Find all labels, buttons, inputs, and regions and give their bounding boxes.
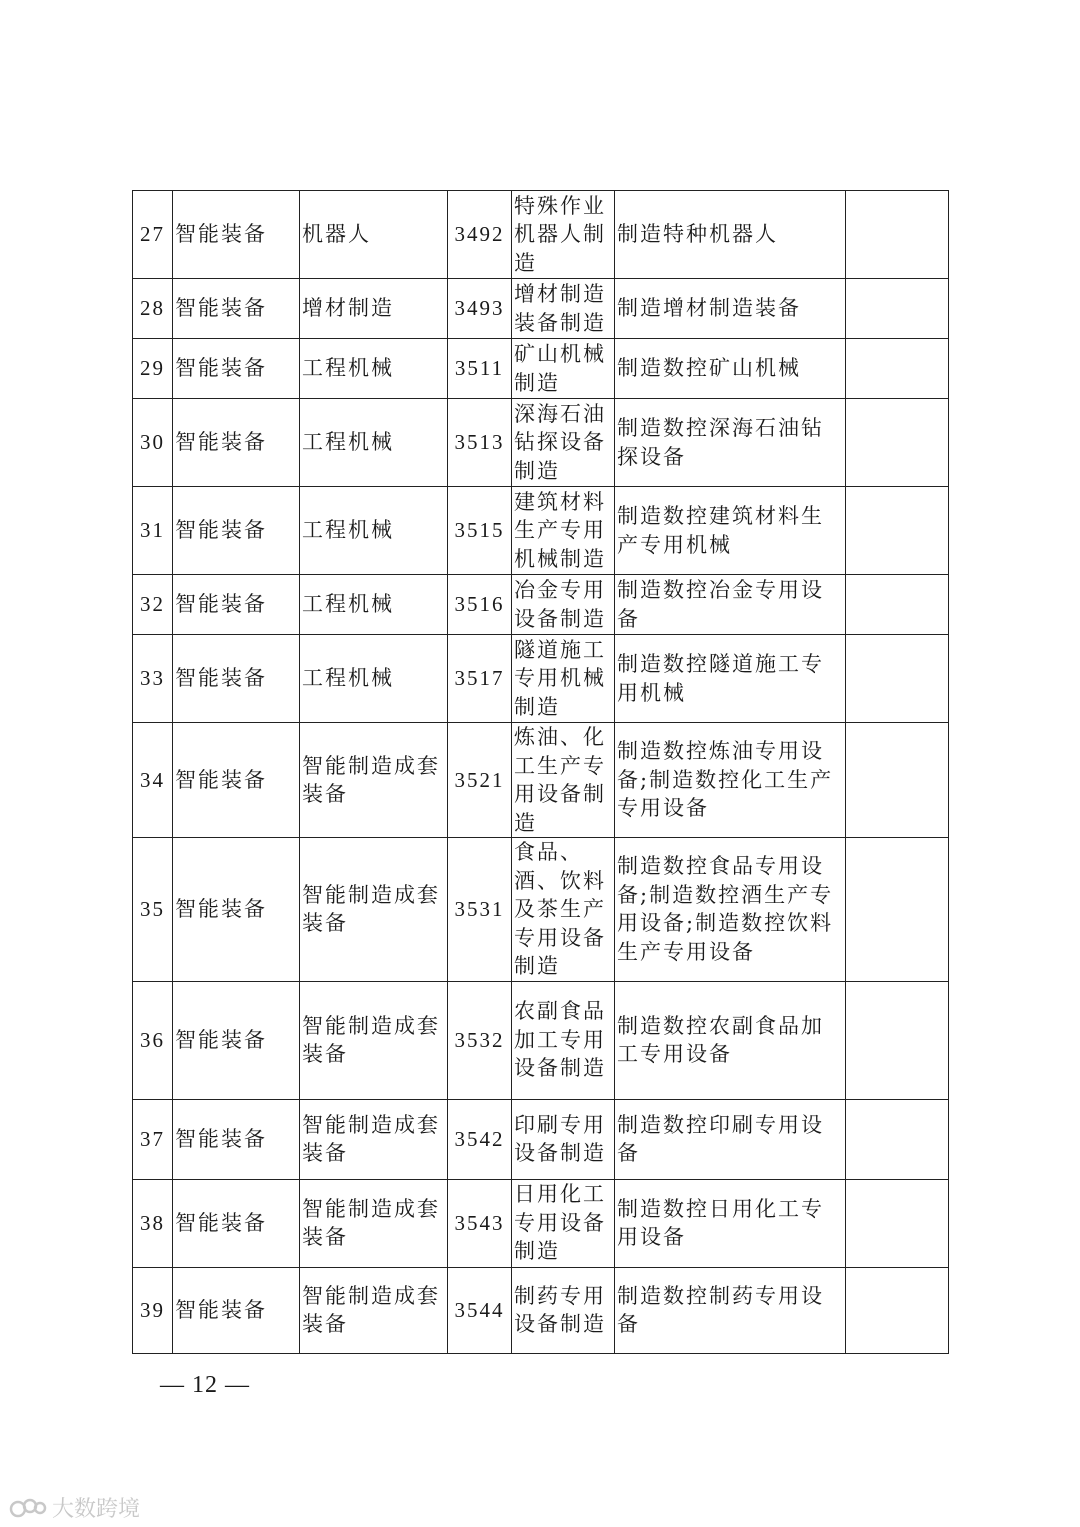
subfield-cell: 智能制造成套装备: [300, 981, 448, 1099]
row-number: 29: [133, 339, 173, 399]
row-number: 33: [133, 635, 173, 723]
subfield-cell: 工程机械: [300, 635, 448, 723]
row-number: 37: [133, 1099, 173, 1179]
row-number: 38: [133, 1179, 173, 1267]
field-cell: 智能装备: [173, 723, 300, 838]
field-cell: 智能装备: [173, 399, 300, 487]
description-cell: 制造特种机器人: [615, 191, 846, 279]
classification-cell: 炼油、化工生产专用设备制造: [512, 723, 615, 838]
note-cell: [846, 487, 949, 575]
classification-cell: 农副食品加工专用设备制造: [512, 981, 615, 1099]
code-cell: 3516: [448, 575, 512, 635]
description-cell: 制造数控隧道施工专用机械: [615, 635, 846, 723]
field-cell: 智能装备: [173, 1099, 300, 1179]
code-cell: 3532: [448, 981, 512, 1099]
code-cell: 3493: [448, 279, 512, 339]
code-cell: 3515: [448, 487, 512, 575]
subfield-cell: 智能制造成套装备: [300, 838, 448, 982]
note-cell: [846, 1267, 949, 1353]
description-cell: 制造增材制造装备: [615, 279, 846, 339]
field-cell: 智能装备: [173, 1267, 300, 1353]
classification-cell: 日用化工专用设备制造: [512, 1179, 615, 1267]
description-cell: 制造数控炼油专用设备;制造数控化工生产专用设备: [615, 723, 846, 838]
watermark-text: 大数跨境: [52, 1497, 141, 1522]
classification-cell: 印刷专用设备制造: [512, 1099, 615, 1179]
note-cell: [846, 838, 949, 982]
table-row: [133, 575, 949, 635]
table-row: [133, 279, 949, 339]
note-cell: [846, 635, 949, 723]
table-row: [133, 191, 949, 279]
classification-cell: 冶金专用设备制造: [512, 575, 615, 635]
table-row: [133, 635, 949, 723]
field-cell: 智能装备: [173, 838, 300, 982]
note-cell: [846, 1179, 949, 1267]
table-row: [133, 981, 949, 1099]
industry-table: [132, 190, 949, 1354]
row-number: 27: [133, 191, 173, 279]
field-cell: 智能装备: [173, 191, 300, 279]
code-cell: 3492: [448, 191, 512, 279]
watermark: [8, 1492, 140, 1523]
classification-cell: 食品、酒、饮料及茶生产专用设备制造: [512, 838, 615, 982]
classification-cell: 建筑材料生产专用机械制造: [512, 487, 615, 575]
description-cell: 制造数控农副食品加工专用设备: [615, 981, 846, 1099]
table-row: [133, 1179, 949, 1267]
subfield-cell: 工程机械: [300, 575, 448, 635]
description-cell: 制造数控深海石油钻探设备: [615, 399, 846, 487]
code-cell: 3513: [448, 399, 512, 487]
table-row: [133, 487, 949, 575]
code-cell: 3521: [448, 723, 512, 838]
row-number: 31: [133, 487, 173, 575]
page-number: — 12 —: [160, 1372, 250, 1398]
table-row: [133, 339, 949, 399]
classification-cell: 隧道施工专用机械制造: [512, 635, 615, 723]
subfield-cell: 工程机械: [300, 339, 448, 399]
row-number: 34: [133, 723, 173, 838]
code-cell: 3543: [448, 1179, 512, 1267]
field-cell: 智能装备: [173, 339, 300, 399]
field-cell: 智能装备: [173, 279, 300, 339]
code-cell: 3542: [448, 1099, 512, 1179]
table-row: [133, 1267, 949, 1353]
classification-cell: 增材制造装备制造: [512, 279, 615, 339]
note-cell: [846, 339, 949, 399]
code-cell: 3517: [448, 635, 512, 723]
field-cell: 智能装备: [173, 635, 300, 723]
note-cell: [846, 279, 949, 339]
note-cell: [846, 399, 949, 487]
field-cell: 智能装备: [173, 981, 300, 1099]
field-cell: 智能装备: [173, 1179, 300, 1267]
classification-cell: 特殊作业机器人制造: [512, 191, 615, 279]
code-cell: 3544: [448, 1267, 512, 1353]
note-cell: [846, 723, 949, 838]
table-row: [133, 838, 949, 982]
code-cell: 3531: [448, 838, 512, 982]
table-row: [133, 1099, 949, 1179]
table-body: [133, 191, 949, 1354]
subfield-cell: 智能制造成套装备: [300, 1099, 448, 1179]
note-cell: [846, 1099, 949, 1179]
row-number: 32: [133, 575, 173, 635]
subfield-cell: 智能制造成套装备: [300, 723, 448, 838]
classification-cell: 深海石油钻探设备制造: [512, 399, 615, 487]
classification-cell: 制药专用设备制造: [512, 1267, 615, 1353]
brand-logo-icon: [8, 1495, 48, 1521]
subfield-cell: 增材制造: [300, 279, 448, 339]
description-cell: 制造数控制药专用设备: [615, 1267, 846, 1353]
table-row: [133, 399, 949, 487]
subfield-cell: 工程机械: [300, 399, 448, 487]
note-cell: [846, 575, 949, 635]
row-number: 28: [133, 279, 173, 339]
subfield-cell: 工程机械: [300, 487, 448, 575]
note-cell: [846, 191, 949, 279]
description-cell: 制造数控矿山机械: [615, 339, 846, 399]
description-cell: 制造数控日用化工专用设备: [615, 1179, 846, 1267]
row-number: 39: [133, 1267, 173, 1353]
subfield-cell: 机器人: [300, 191, 448, 279]
row-number: 36: [133, 981, 173, 1099]
subfield-cell: 智能制造成套装备: [300, 1267, 448, 1353]
note-cell: [846, 981, 949, 1099]
description-cell: 制造数控建筑材料生产专用机械: [615, 487, 846, 575]
row-number: 35: [133, 838, 173, 982]
field-cell: 智能装备: [173, 575, 300, 635]
description-cell: 制造数控食品专用设备;制造数控酒生产专用设备;制造数控饮料生产专用设备: [615, 838, 846, 982]
row-number: 30: [133, 399, 173, 487]
code-cell: 3511: [448, 339, 512, 399]
field-cell: 智能装备: [173, 487, 300, 575]
subfield-cell: 智能制造成套装备: [300, 1179, 448, 1267]
classification-cell: 矿山机械制造: [512, 339, 615, 399]
description-cell: 制造数控冶金专用设备: [615, 575, 846, 635]
description-cell: 制造数控印刷专用设备: [615, 1099, 846, 1179]
table-row: [133, 723, 949, 838]
